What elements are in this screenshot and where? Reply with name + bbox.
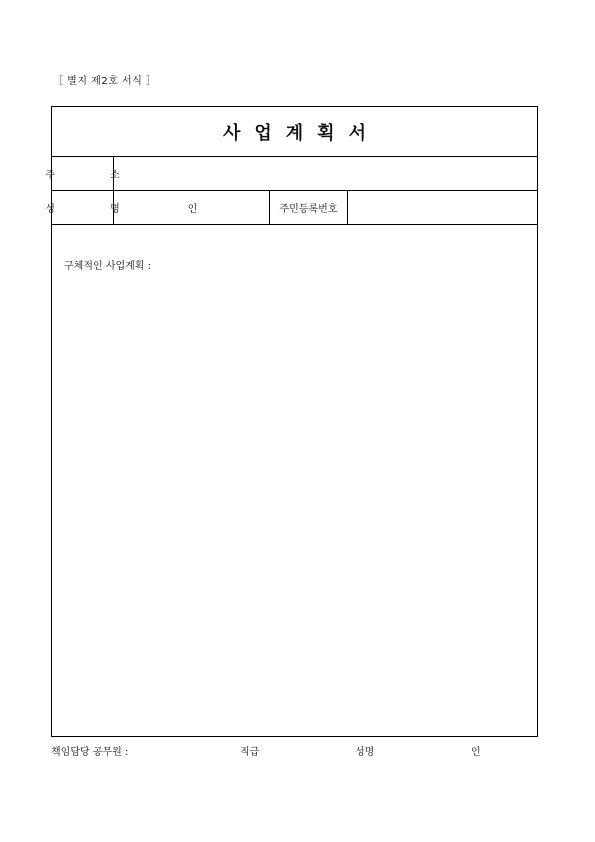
rank-label: 직급 [240, 747, 260, 758]
address-row [45, 157, 537, 191]
title-row [52, 107, 537, 157]
address-label-cell [45, 157, 146, 190]
name-label-cell [45, 191, 146, 224]
form-reference: ［ 별지 제2호 서식 ］ [53, 76, 157, 87]
business-plan-form [45, 106, 538, 737]
name-field[interactable] [114, 191, 270, 224]
address-label: 주 소 [45, 170, 146, 181]
officer-name-label: 성명 [355, 747, 375, 758]
rrn-field[interactable] [348, 191, 537, 224]
name-row [45, 191, 537, 225]
responsible-officer-label: 책임담당 공무원 : [51, 747, 129, 758]
name-label: 성 명 [45, 204, 146, 215]
rrn-label: 주민등록번호 [270, 191, 348, 224]
business-plan-label: 구체적인 사업계획 : [64, 261, 152, 272]
officer-seal-mark: 인 [471, 747, 481, 758]
business-plan-area[interactable] [52, 225, 537, 736]
seal-mark: 인 [187, 204, 198, 215]
form-title: 사업계획서 [223, 122, 380, 144]
address-field[interactable] [114, 157, 537, 190]
